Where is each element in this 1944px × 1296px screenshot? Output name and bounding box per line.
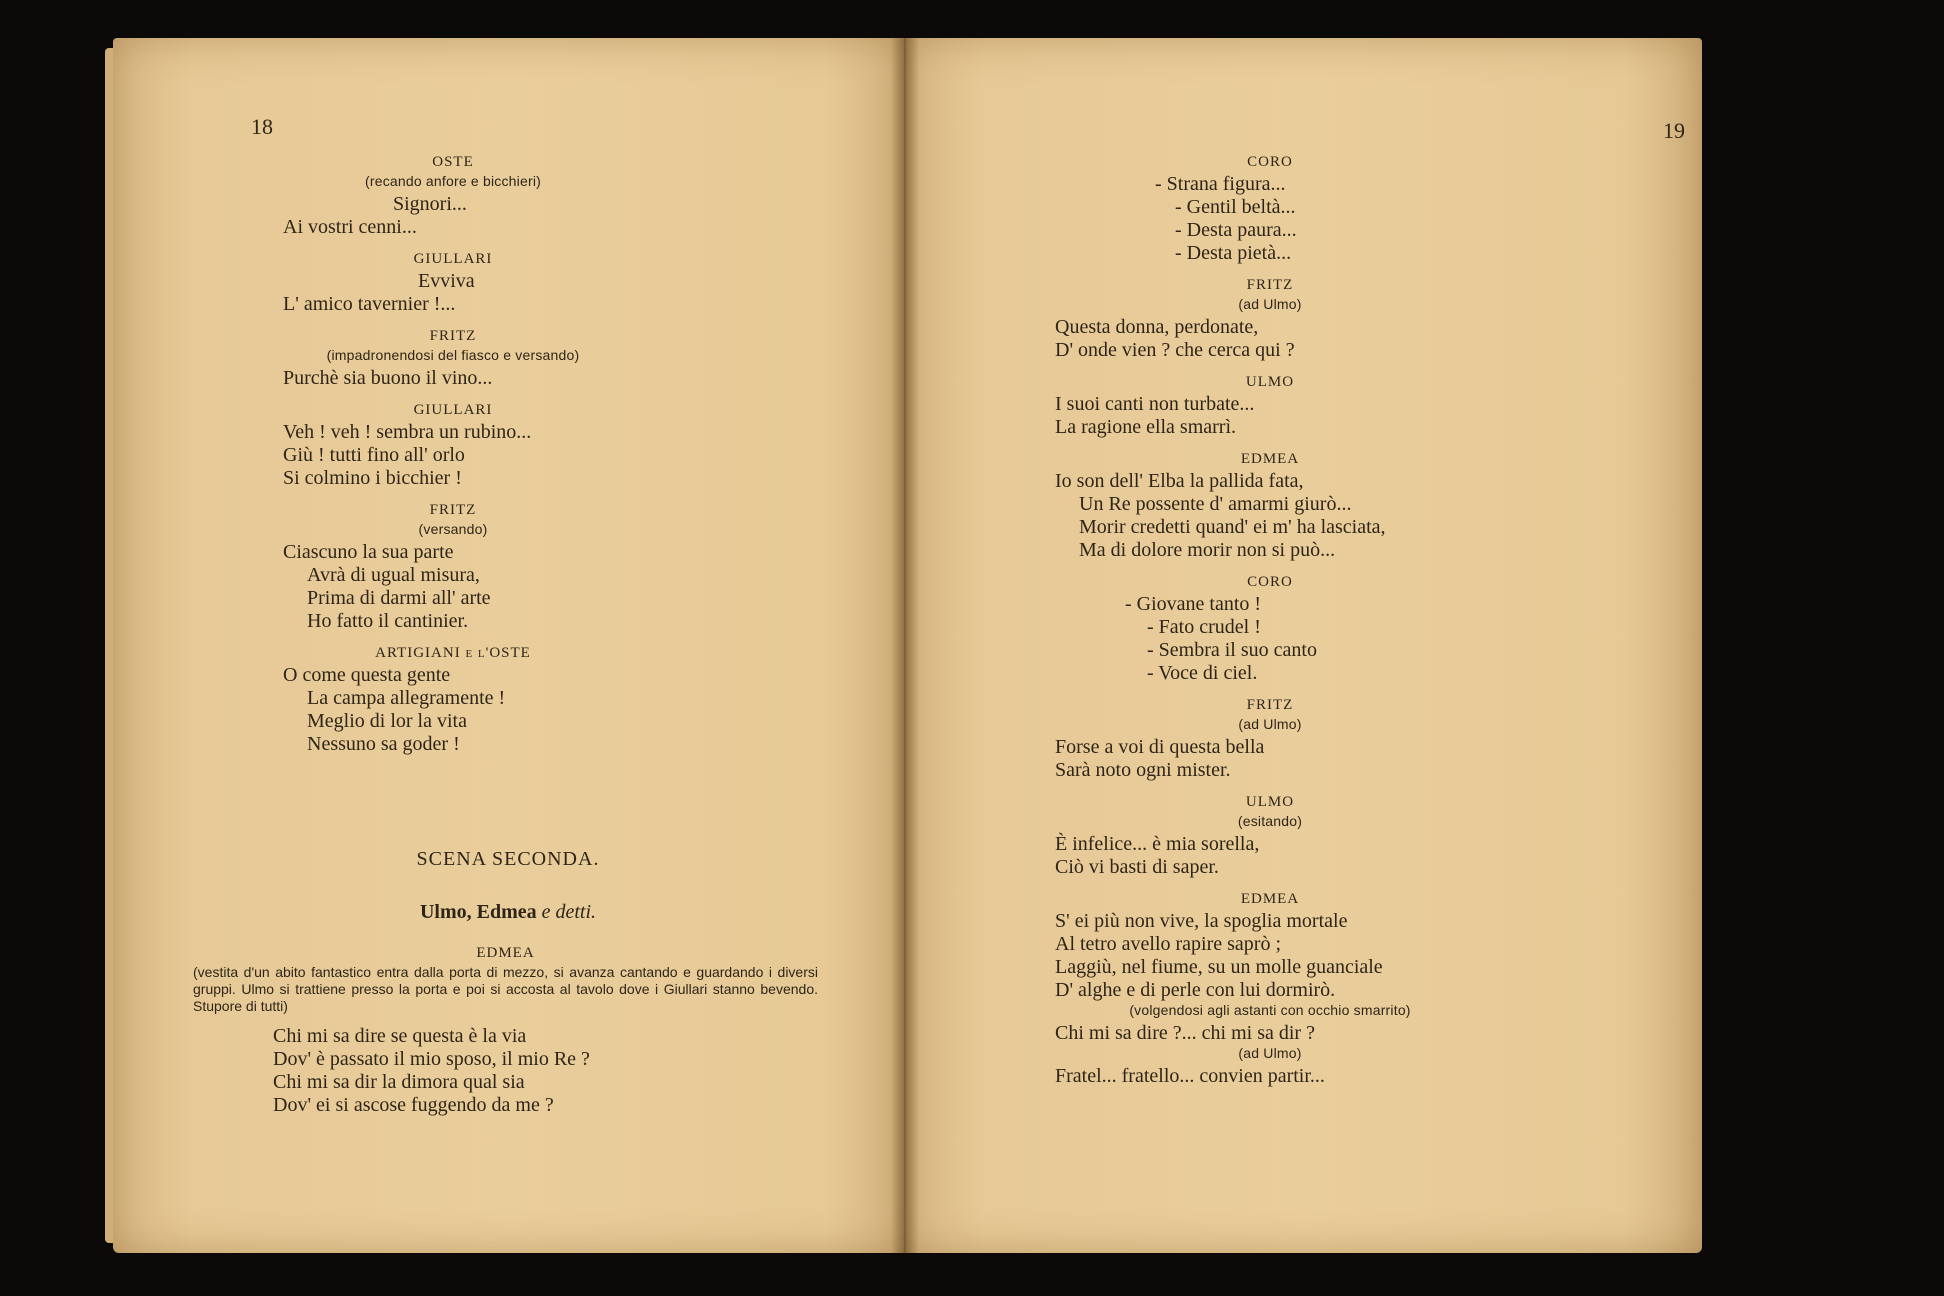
speaker-name: CORO: [1247, 574, 1293, 590]
right-page: [905, 38, 1702, 1253]
scene-person-ulmo: Ulmo,: [419, 901, 472, 923]
left-dialogue-column: [283, 142, 623, 756]
speaker-name: FRITZ: [429, 502, 477, 518]
verse-line: La ragione ella smarrì.: [1055, 416, 1237, 438]
verse-line: Ma di dolore morir non si può...: [1079, 539, 1336, 561]
speaker-name: OSTE: [432, 154, 474, 170]
stage-direction: (versando): [418, 521, 488, 537]
speaker-name: CORO: [1247, 154, 1293, 170]
verse-line: Evviva: [418, 270, 475, 292]
verse-line: Ciascuno la sua parte: [283, 541, 454, 563]
verse-line: Un Re possente d' amarmi giurò...: [1079, 493, 1352, 515]
right-dialogue-column: [1055, 142, 1485, 1088]
verse-line: Signori...: [393, 193, 467, 215]
verse-line: Questa donna, perdonate,: [1055, 316, 1259, 338]
open-book: [105, 38, 1710, 1253]
verse-line: Meglio di lor la vita: [307, 710, 467, 732]
speaker-name: FRITZ: [1246, 277, 1294, 293]
speaker-name: ARTIGIANI e l'OSTE: [375, 645, 531, 661]
verse-line: Chi mi sa dir la dimora qual sia: [273, 1071, 525, 1093]
verse-line: O come questa gente: [283, 664, 451, 686]
verse-line: Morir credetti quand' ei m' ha lasciata,: [1079, 516, 1386, 538]
scene-persons: [203, 901, 813, 924]
verse-line: - Voce di ciel.: [1147, 662, 1258, 684]
stage-direction: (ad Ulmo): [1238, 716, 1302, 732]
verse-line: Forse a voi di questa bella: [1055, 736, 1265, 758]
verse-line: Nessuno sa goder !: [307, 733, 460, 755]
verse-line: Chi mi sa dire se questa è la via: [273, 1025, 527, 1047]
verse-line: Si colmino i bicchier !: [283, 467, 462, 489]
left-page: [113, 38, 905, 1253]
stage-direction: (ad Ulmo): [1238, 1045, 1302, 1061]
verse-line: Avrà di ugual misura,: [307, 564, 480, 586]
scene-person-others: e detti.: [541, 901, 597, 923]
verse-line: - Strana figura...: [1155, 173, 1286, 195]
speaker-name: ULMO: [1245, 794, 1295, 810]
verse-line: - Giovane tanto !: [1125, 593, 1262, 615]
book-gutter: [891, 38, 919, 1253]
verse-line: Giù ! tutti fino all' orlo: [283, 444, 465, 466]
verse-line: Prima di darmi all' arte: [307, 587, 491, 609]
verse-line: Purchè sia buono il vino...: [283, 367, 493, 389]
scene-header: [203, 808, 813, 924]
stage-direction: (recando anfore e bicchieri): [364, 173, 542, 189]
speaker-name: EDMEA: [1240, 451, 1300, 467]
verse-line: - Desta paura...: [1175, 219, 1297, 241]
speaker-name: EDMEA: [476, 945, 535, 961]
verse-line: S' ei più non vive, la spoglia mortale: [1055, 910, 1348, 932]
scene-title: SCENA SECONDA.: [416, 848, 600, 870]
verse-line: D' onde vien ? che cerca qui ?: [1055, 339, 1295, 361]
edmea-entrance: [193, 933, 818, 1117]
verse-line: Fratel... fratello... convien partir...: [1055, 1065, 1325, 1087]
verse-line: D' alghe e di perle con lui dormirò.: [1055, 979, 1336, 1001]
verse-line: - Desta pietà...: [1175, 242, 1292, 264]
speaker-name: GIULLARI: [413, 402, 493, 418]
edmea-verse: [193, 1025, 818, 1117]
verse-line: - Gentil beltà...: [1175, 196, 1296, 218]
stage-direction: (volgendosi agli astanti con occhio smarrito): [1129, 1002, 1411, 1018]
stage-direction: (vestita d'un abito fantastico entra dalla porta di mezzo, si avanza cantando e guardando i diversi gruppi. Ulmo si trattiene presso la porta e poi si accosta al tavolo dove i Giullari stanno bevendo. Stupore di tutti): [193, 964, 818, 1014]
left-page-number: 18: [251, 114, 273, 139]
speaker-name: FRITZ: [429, 328, 477, 344]
verse-line: Ciò vi basti di saper.: [1055, 856, 1219, 878]
scene-person-edmea: Edmea: [476, 901, 537, 923]
speaker-name: GIULLARI: [413, 251, 493, 267]
stage-direction: (esitando): [1237, 813, 1303, 829]
verse-line: - Fato crudel !: [1147, 616, 1261, 638]
verse-line: Al tetro avello rapire saprò ;: [1055, 933, 1282, 955]
verse-line: I suoi canti non turbate...: [1055, 393, 1255, 415]
verse-line: Sarà noto ogni mister.: [1055, 759, 1231, 781]
speaker-name: FRITZ: [1246, 697, 1294, 713]
verse-line: È infelice... è mia sorella,: [1055, 833, 1260, 855]
stage-direction: (impadronendosi del fiasco e versando): [326, 347, 580, 363]
verse-line: Veh ! veh ! sembra un rubino...: [283, 421, 532, 443]
verse-line: Ai vostri cenni...: [283, 216, 417, 238]
verse-line: Ho fatto il cantinier.: [307, 610, 469, 632]
verse-line: Laggiù, nel fiume, su un molle guanciale: [1055, 956, 1383, 978]
verse-line: La campa allegramente !: [307, 687, 506, 709]
verse-line: - Sembra il suo canto: [1147, 639, 1317, 661]
right-page-number: 19: [1663, 118, 1685, 143]
verse-line: Dov' è passato il mio sposo, il mio Re ?: [273, 1048, 590, 1070]
speaker-name: EDMEA: [1240, 891, 1300, 907]
verse-line: Io son dell' Elba la pallida fata,: [1055, 470, 1304, 492]
verse-line: Chi mi sa dire ?... chi mi sa dir ?: [1055, 1022, 1315, 1044]
stage-direction: (ad Ulmo): [1238, 296, 1302, 312]
verse-line: Dov' ei si ascose fuggendo da me ?: [273, 1094, 554, 1116]
verse-line: L' amico tavernier !...: [283, 293, 456, 315]
speaker-name: ULMO: [1245, 374, 1295, 390]
